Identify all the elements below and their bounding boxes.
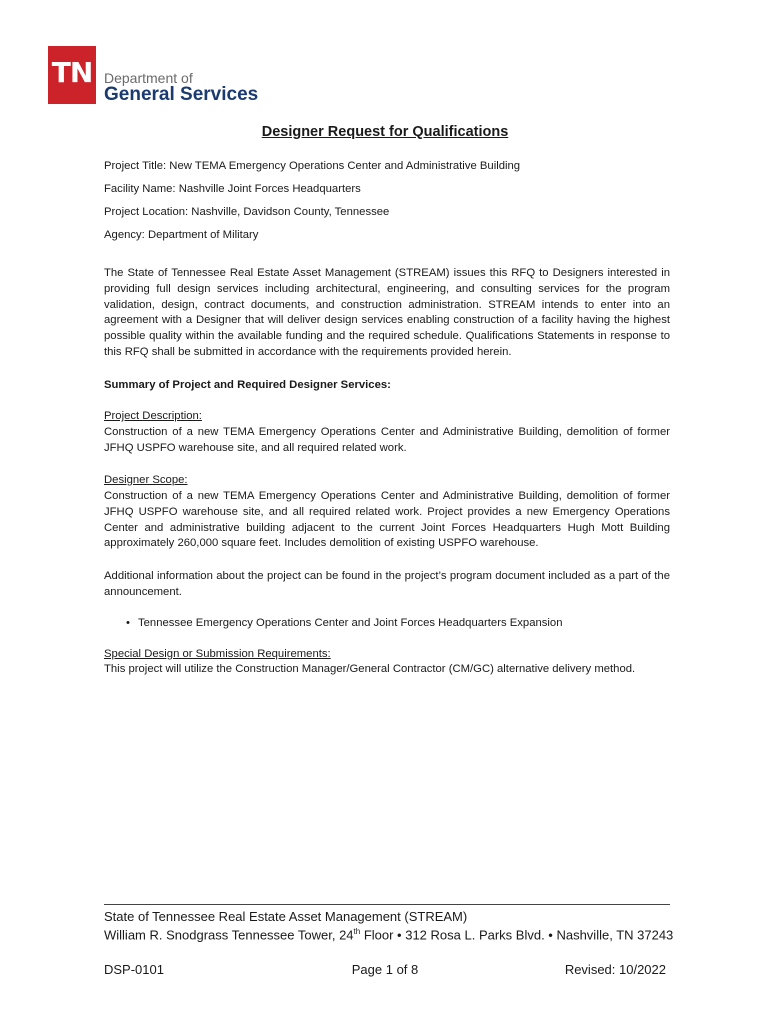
list-item [126,617,563,629]
revised-date: Revised: 10/2022 [564,962,666,977]
project-description-text: Construction of a new TEMA Emergency Operations Center and Administrative Building, demolition of former JFHQ USPFO warehouse site, and all required related work. [104,426,670,454]
footer-divider [104,904,670,905]
project-title-field: Project Title: New TEMA Emergency Operations Center and Administrative Building [104,160,521,172]
logo-department: Department of [104,70,193,86]
designer-scope-text: Construction of a new TEMA Emergency Operations Center and Administrative Building, demolition of former JFHQ USPFO warehouse site, and all required related work. Project provides a new Emergency Operations Center and administrative building adjacent to the current Joint Forces Headquarters Hugh Mott Building approximately 260,000 square feet. Includes demolition of existing USPFO warehouse. [104,490,670,550]
additional-info-paragraph: Additional information about the project can be found in the project’s program document included as a part of the announcement. [104,570,670,598]
document-id: DSP-0101 [104,962,164,977]
intro-paragraph: The State of Tennessee Real Estate Asset Management (STREAM) issues this RFQ to Designers interested in providing full design services including architectural, engineering, and consulting services for the program validation, design, contract documents, and construction administration. STREAM intends to enter into an agreement with a Designer that will deliver design services enabling construction of a facility having the highest possible quality within the available funding and the required schedule. Qualifications Statements in response to this RFQ shall be submitted in accordance with the requirements provided herein. [104,267,670,358]
document-title: Designer Request for Qualifications [261,124,509,140]
tn-badge [48,46,96,104]
logo-general-services: General Services [104,84,259,105]
designer-scope-label: Designer Scope: [104,474,188,486]
page-number: Page 1 of 8 [351,962,419,977]
summary-heading: Summary of Project and Required Designer Services: [104,379,391,391]
footer-address [104,927,673,942]
footer-address-part: William R. Snodgrass Tennessee Tower, 24 [104,927,354,943]
footer-address-sup: th [353,927,361,936]
project-location-field: Project Location: Nashville, Davidson County, Tennessee [104,206,390,218]
agency-field: Agency: Department of Military [104,229,259,241]
list-item-text: Tennessee Emergency Operations Center and Joint Forces Headquarters Expansion [138,617,563,629]
special-requirements-label: Special Design or Submission Requirements: [104,648,331,660]
bullet-icon: • [126,617,130,629]
footer-org: State of Tennessee Real Estate Asset Management (STREAM) [104,909,468,924]
tn-badge-text: TN [51,56,93,89]
project-description-label: Project Description: [104,410,202,422]
footer-address-part: Floor • 312 Rosa L. Parks Blvd. • Nashville, TN 37243 [360,927,674,943]
facility-name-field: Facility Name: Nashville Joint Forces Headquarters [104,183,361,195]
special-requirements-text: This project will utilize the Construction Manager/General Contractor (CM/GC) alternative delivery method. [104,663,636,675]
tn-dgs-logo [48,46,268,106]
